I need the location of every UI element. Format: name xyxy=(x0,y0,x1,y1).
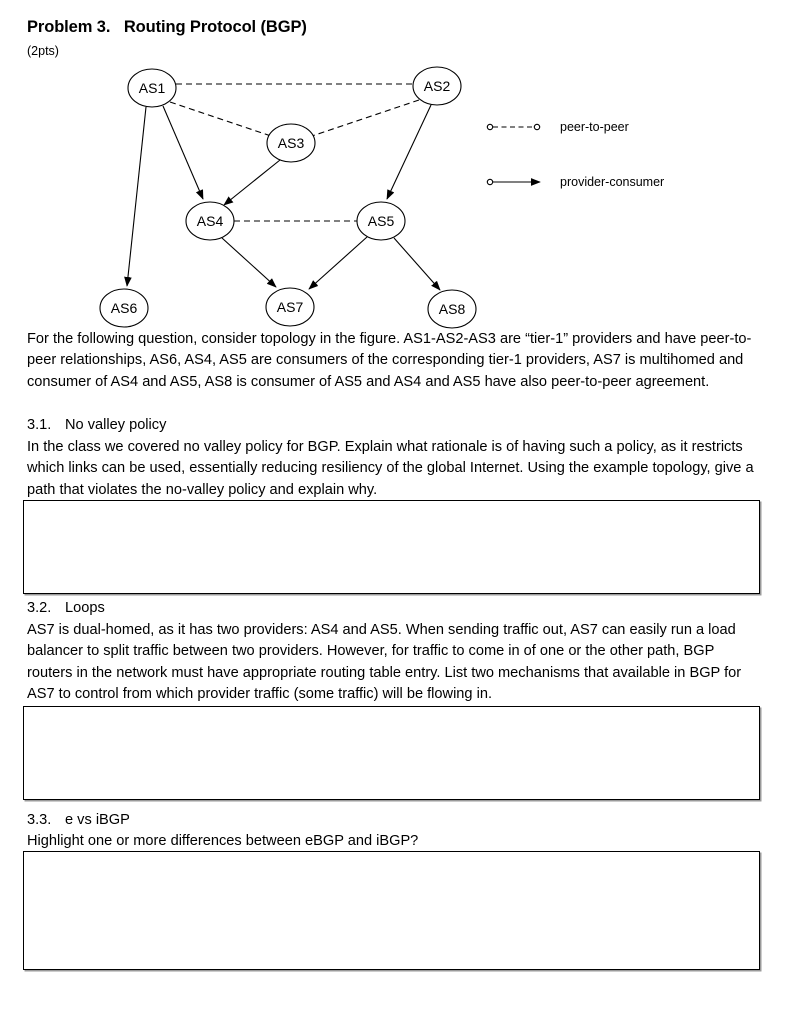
edge-as2-as5 xyxy=(387,105,431,199)
edge-as1-as6 xyxy=(127,107,146,286)
section-body-3-2: AS7 is dual-homed, as it has two providers: AS4 and AS5. When sending traffic out, AS7 can easily run a load balancer to split traffic between two providers. However, for traffic to come in of one or the other path, BGP routers in the network must have appropriate routing table entry. List two mechanisms that available in BGP for AS7 to control from which provider traffic (some traffic) will be flowing in. xyxy=(27,622,742,703)
points-label: (2pts) xyxy=(27,44,59,58)
answer-box-3-3[interactable] xyxy=(23,851,760,970)
intro-paragraph: For the following question, consider topology in the figure. AS1-AS2-AS3 are “tier-1” providers and have peer-to-peer relationships, AS6, AS4, AS5 are consumers of the corresponding tier-1 providers, AS7 is multihomed and consumer of AS4 and AS5, AS8 is consumer of AS5 and AS4 and AS5 have also peer-to-peer agreement. xyxy=(27,331,752,390)
node-as1-label: AS1 xyxy=(138,80,166,96)
section-heading-3-1 xyxy=(27,415,166,436)
node-as5-label: AS5 xyxy=(367,213,395,229)
section-title-3-2: Loops xyxy=(65,600,105,616)
section-body-3-3: Highlight one or more differences between eBGP and iBGP? xyxy=(27,833,419,849)
section-title-3-1: No valley policy xyxy=(65,417,167,433)
node-as2-label: AS2 xyxy=(423,78,451,94)
node-as3-label: AS3 xyxy=(277,135,305,151)
edge-as5-as7 xyxy=(309,237,367,289)
node-as1[interactable] xyxy=(128,69,176,107)
node-as3[interactable] xyxy=(267,124,315,162)
node-as4-label: AS4 xyxy=(196,213,224,229)
section-body-3-1: In the class we covered no valley policy for BGP. Explain what rationale is of having such a policy, as it restricts which links can be used, essentially reducing resiliency of the global Internet. Using the example topology, give a path that violates the no-valley policy and explain why. xyxy=(27,439,754,498)
answer-box-3-1[interactable] xyxy=(23,500,760,594)
edge-as2-as3 xyxy=(312,100,419,136)
section-number-3-2: 3.2. xyxy=(27,600,52,616)
edge-as1-as4 xyxy=(163,106,203,199)
node-as5[interactable] xyxy=(357,202,405,240)
node-as6[interactable] xyxy=(100,289,148,327)
node-as8-label: AS8 xyxy=(438,301,466,317)
topology-edges xyxy=(127,84,440,290)
node-as8[interactable] xyxy=(428,290,476,328)
node-as7-label: AS7 xyxy=(276,299,304,315)
section-number-3-1: 3.1. xyxy=(27,417,52,433)
node-as7[interactable] xyxy=(266,288,314,326)
figure-legend xyxy=(487,120,664,189)
section-title-3-3: e vs iBGP xyxy=(65,812,130,828)
bgp-topology-figure xyxy=(0,58,740,333)
page-title: Problem 3. Routing Protocol (BGP) xyxy=(27,18,307,36)
topology-nodes xyxy=(100,67,476,328)
node-as4[interactable] xyxy=(186,202,234,240)
answer-box-3-2[interactable] xyxy=(23,706,760,800)
legend-label-provider-consumer: provider-consumer xyxy=(560,175,665,189)
section-number-3-3: 3.3. xyxy=(27,812,52,828)
legend-item-peer-to-peer xyxy=(487,120,628,134)
node-as2[interactable] xyxy=(413,67,461,105)
edge-as3-as4 xyxy=(224,160,280,205)
legend-label-peer-to-peer: peer-to-peer xyxy=(560,120,629,134)
section-heading-3-3 xyxy=(27,810,130,831)
node-as6-label: AS6 xyxy=(110,300,138,316)
edge-as4-as7 xyxy=(222,238,276,287)
section-heading-3-2 xyxy=(27,598,105,619)
edge-as5-as8 xyxy=(394,238,440,290)
legend-item-provider-consumer xyxy=(487,175,664,189)
edge-as1-as3 xyxy=(170,102,271,136)
